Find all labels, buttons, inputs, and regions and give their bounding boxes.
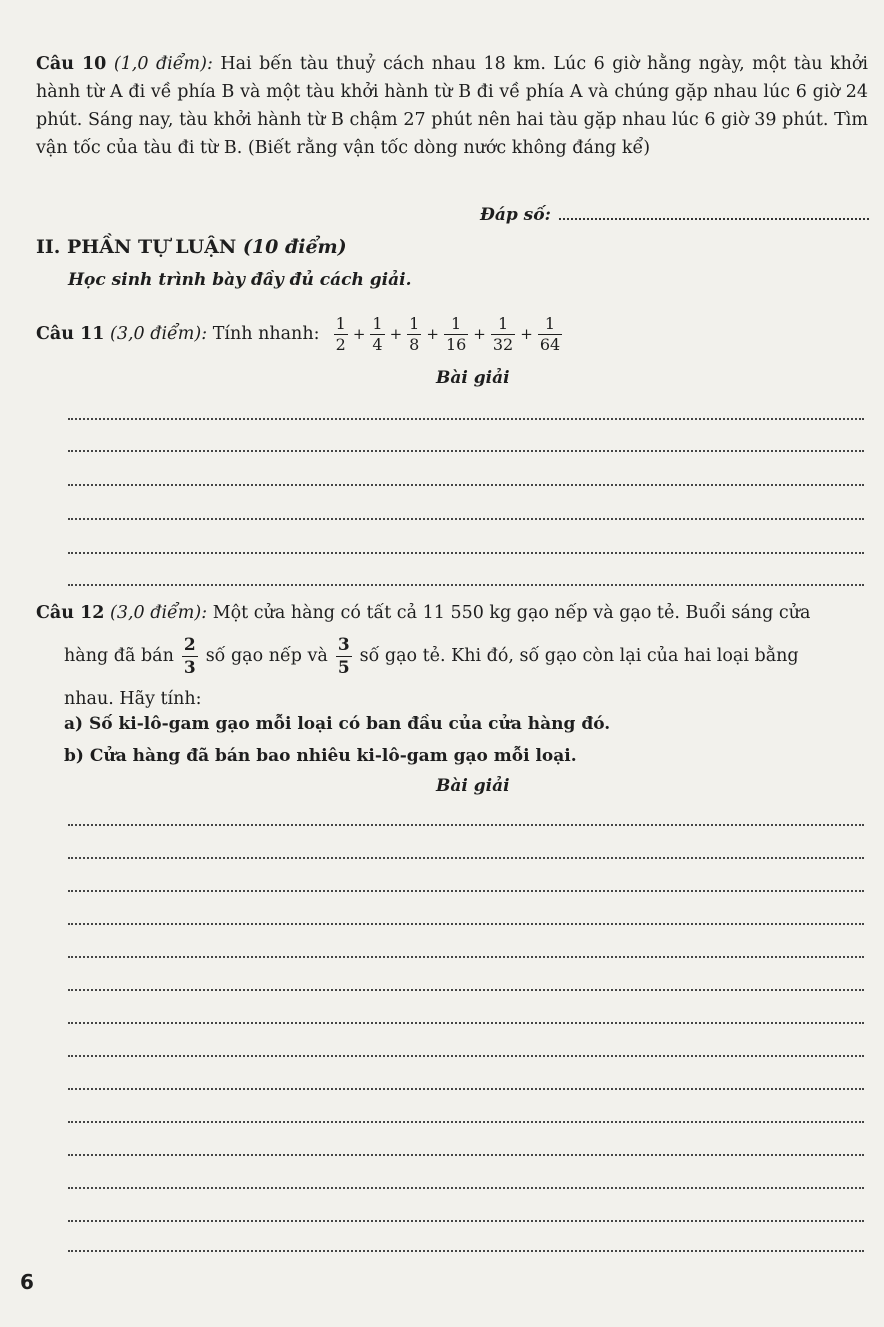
q12-label: Câu 12	[36, 603, 105, 623]
q10-text: Hai bến tàu thuỷ cách nhau 18 km. Lúc 6 giờ hằng ngày, một tàu khởi hành từ A đi về phía B và một tàu khởi hành từ B đi về phía A và chúng gặp nhau lúc 6 giờ 24 phút. Sáng nay, tàu khởi hành từ B chậm 27 phút nên hai tàu gặp nhau lúc 6 giờ 39 phút. Tìm vận tốc của tàu đi từ B. (Biết rằng vận tốc dòng nước không đáng kể)	[36, 54, 869, 158]
question-11	[36, 308, 565, 360]
answer-line[interactable]	[68, 1055, 864, 1057]
q12-part-a: a) Số ki-lô-gam gạo mỗi loại có ban đầu của cửa hàng đó.	[64, 714, 611, 734]
plus-sign: +	[520, 325, 533, 343]
answer-line[interactable]	[68, 552, 864, 554]
q11-label: Câu 11	[36, 324, 105, 344]
answer-line[interactable]	[68, 824, 864, 826]
q11-solution-label: Bài giải	[436, 368, 510, 388]
answer-line[interactable]	[68, 1022, 864, 1024]
q11-text: Tính nhanh:	[212, 324, 320, 344]
q12-text2a: hàng đã bán	[64, 646, 174, 666]
plus-sign: +	[473, 325, 486, 343]
plus-sign: +	[426, 325, 439, 343]
answer-line[interactable]	[68, 1121, 864, 1123]
q12-text2c: số gạo tẻ. Khi đó, số gạo còn lại của hai loại bằng	[359, 646, 799, 666]
answer-line[interactable]	[68, 450, 864, 452]
answer-line[interactable]	[68, 989, 864, 991]
answer-line[interactable]	[68, 418, 864, 420]
question-12	[36, 596, 868, 716]
answer-line[interactable]	[68, 1187, 864, 1189]
q11-points: (3,0 điểm):	[110, 324, 208, 344]
q12-text2b: số gạo nếp và	[205, 646, 328, 666]
plus-sign: +	[389, 325, 403, 343]
fraction: $\frac{1}{4}$	[372, 313, 383, 354]
q12-text1: Một cửa hàng có tất cả 11 550 kg gạo nếp và gạo tẻ. Buổi sáng cửa	[212, 603, 811, 623]
answer-blank[interactable]	[559, 204, 869, 220]
fraction: $\frac{1}{2}$	[335, 313, 346, 354]
section-hint: Học sinh trình bày đầy đủ cách giải.	[68, 270, 412, 290]
fraction: $\frac{1}{32}$	[492, 313, 514, 354]
answer-line[interactable]	[68, 1088, 864, 1090]
answer-line[interactable]	[68, 518, 864, 520]
section-heading	[36, 236, 347, 258]
answer-line[interactable]	[68, 956, 864, 958]
answer-line[interactable]	[68, 584, 864, 586]
answer-line[interactable]	[68, 1250, 864, 1252]
fraction: $\frac{1}{16}$	[445, 313, 467, 354]
fraction: $\frac{1}{64}$	[539, 313, 561, 354]
q12-text3: nhau. Hãy tính:	[64, 689, 202, 709]
question-10	[36, 50, 868, 162]
plus-sign: +	[352, 325, 366, 343]
q10-label: Câu 10	[36, 54, 107, 74]
answer-line[interactable]	[68, 923, 864, 925]
section-points: (10 điểm)	[242, 236, 347, 258]
fraction-two-thirds: $\frac{2}{3}$	[183, 634, 196, 678]
page-number: 6	[20, 1270, 34, 1294]
q12-solution-label: Bài giải	[436, 776, 510, 796]
answer-label: Đáp số:	[480, 205, 551, 225]
q10-answer-line	[480, 204, 869, 225]
answer-line[interactable]	[68, 890, 864, 892]
answer-line[interactable]	[68, 1154, 864, 1156]
answer-line[interactable]	[68, 1220, 864, 1222]
q12-part-b: b) Cửa hàng đã bán bao nhiêu ki-lô-gam gạo mỗi loại.	[64, 746, 577, 766]
q12-points: (3,0 điểm):	[110, 603, 208, 623]
fraction: $\frac{1}{8}$	[409, 313, 420, 354]
section-title: II. PHẦN TỰ LUẬN	[36, 236, 237, 258]
fraction-three-fifths: $\frac{3}{5}$	[337, 634, 350, 678]
q10-points: (1,0 điểm):	[113, 54, 213, 74]
answer-line[interactable]	[68, 857, 864, 859]
answer-line[interactable]	[68, 484, 864, 486]
